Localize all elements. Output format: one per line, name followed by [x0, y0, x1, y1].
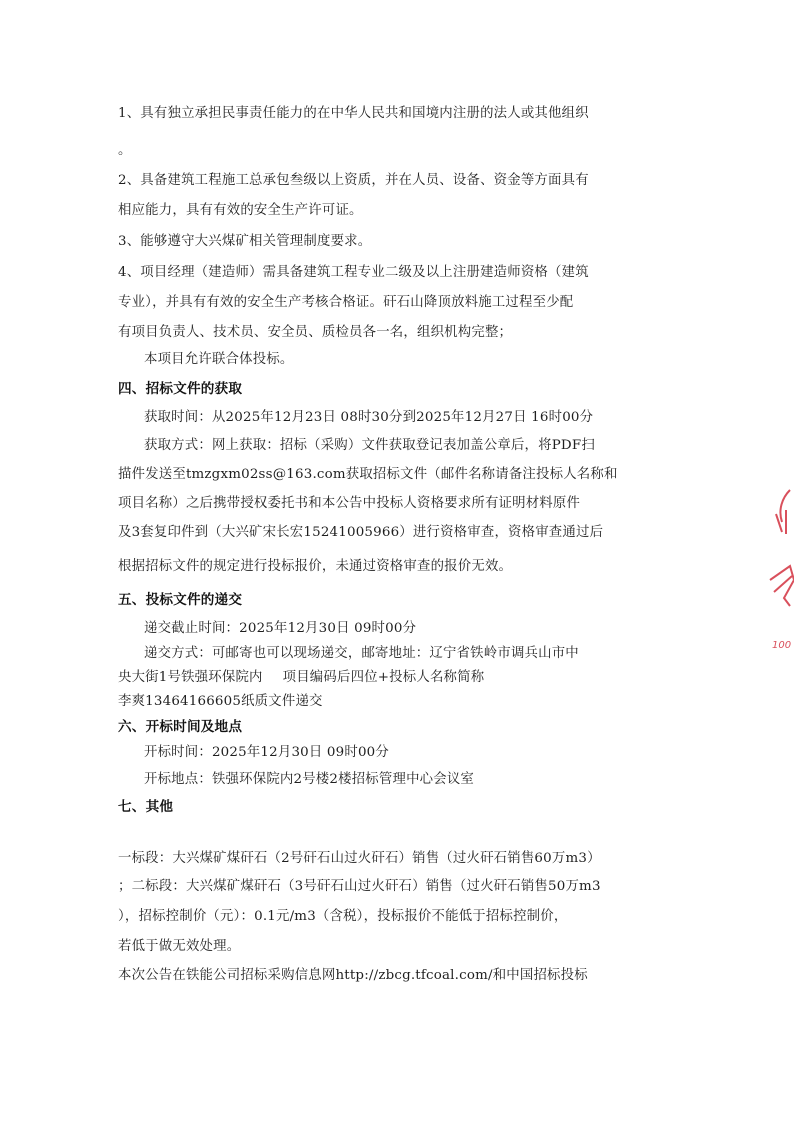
section-6-place: 开标地点：铁强环保院内2号楼2楼招标管理中心会议室: [144, 772, 475, 787]
section-5-method-line-3: 李爽13464166605纸质文件递交: [118, 694, 323, 709]
requirement-2-line-1: 2、具备建筑工程施工总承包叁级以上资质，并在人员、设备、资金等方面具有: [118, 173, 589, 188]
requirement-1-line-2: 。: [118, 143, 132, 158]
section-6-time: 开标时间：2025年12月30日 09时00分: [144, 745, 389, 760]
section-5-deadline: 递交截止时间：2025年12月30日 09时00分: [144, 621, 417, 636]
requirement-4-line-3: 有项目负责人、技术员、安全员、质检员各一名，组织机构完整；: [118, 325, 513, 340]
requirement-4-line-2: 专业），并具有有效的安全生产考核合格证。矸石山降顶放料施工过程至少配: [118, 295, 574, 310]
section-4-method-line-1: 获取方式：网上获取：招标（采购）文件获取登记表加盖公章后，将PDF扫: [144, 438, 595, 453]
consortium-note: 本项目允许联合体投标。: [144, 352, 294, 367]
section-7-lot-line-4: 若低于做无效处理。: [118, 939, 241, 954]
requirement-3: 3、能够遵守大兴煤矿相关管理制度要求。: [118, 234, 372, 249]
section-4-method-line-3: 项目名称）之后携带授权委托书和本公告中投标人资格要求所有证明材料原件: [118, 496, 581, 511]
seal-ink: [770, 490, 794, 606]
section-5-heading: 五、投标文件的递交: [118, 592, 243, 608]
section-4-method-line-2: 描件发送至tmzgxm02ss@163.com获取招标文件（邮件名称请备注投标人名称和: [118, 467, 618, 482]
seal-fragment: [760, 480, 794, 670]
section-7-publish-line: 本次公告在铁能公司招标采购信息网http://zbcg.tfcoal.com/和中国招标投标: [118, 968, 588, 983]
mailing-address-tail: 央大街1号铁强环保院内: [118, 670, 263, 685]
mailing-label-note: 项目编码后四位+投标人名称简称: [282, 670, 485, 685]
section-6-heading: 六、开标时间及地点: [118, 719, 243, 735]
section-7-lot-line-1: 一标段：大兴煤矿煤矸石（2号矸石山过火矸石）销售（过火矸石销售60万m3）: [118, 851, 601, 866]
requirement-2-line-2: 相应能力，具有有效的安全生产许可证。: [118, 203, 363, 218]
section-4-method-line-5: 根据招标文件的规定进行投标报价，未通过资格审查的报价无效。: [118, 559, 513, 574]
section-7-lot-line-2: ；二标段：大兴煤矿煤矸石（3号矸石山过火矸石）销售（过火矸石销售50万m3: [118, 879, 601, 894]
section-5-method-line-2: [118, 668, 484, 688]
section-4-method-line-4: 及3套复印件到（大兴矿宋长宏15241005966）进行资格审查，资格审查通过后: [118, 525, 604, 540]
section-5-method-line-1: 递交方式：可邮寄也可以现场递交，邮寄地址：辽宁省铁岭市调兵山市中: [144, 646, 579, 661]
section-4-time: 获取时间：从2025年12月23日 08时30分到2025年12月27日 16时00分: [144, 410, 594, 425]
section-7-heading: 七、其他: [118, 799, 174, 815]
requirement-4-line-1: 4、项目经理（建造师）需具备建筑工程专业二级及以上注册建造师资格（建筑: [118, 265, 589, 280]
seal-fragment-text: 100: [772, 640, 792, 651]
section-7-lot-line-3: ），招标控制价（元）：0.1元/m3（含税），投标报价不能低于招标控制价，: [118, 909, 568, 924]
requirement-1-line-1: 1、具有独立承担民事责任能力的在中华人民共和国境内注册的法人或其他组织: [118, 106, 589, 121]
section-4-heading: 四、招标文件的获取: [118, 381, 243, 397]
